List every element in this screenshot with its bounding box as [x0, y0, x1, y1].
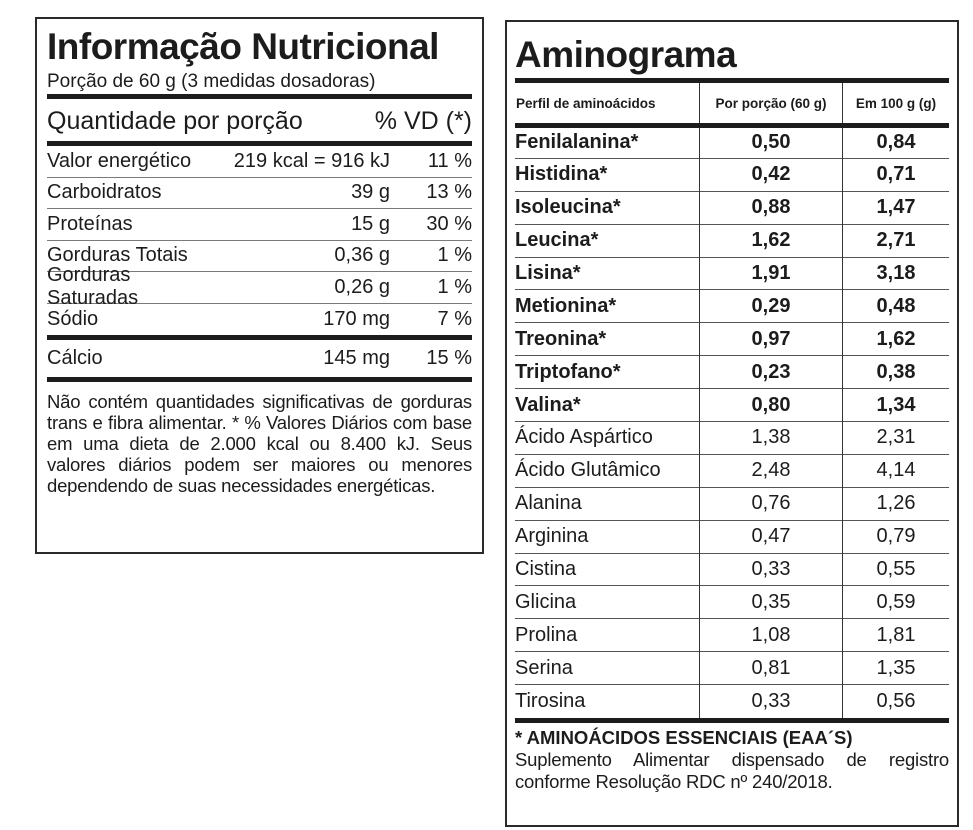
- aminogram-table: [515, 83, 949, 718]
- aminogram-footer: [515, 723, 949, 793]
- amino-portion-value: 0,47: [700, 520, 843, 553]
- nutrient-amount: 219 kcal = 916 kJ: [233, 149, 390, 172]
- per100-header: Em 100 g (g): [843, 83, 950, 126]
- amino-per100-value: 0,55: [843, 553, 950, 586]
- profile-header: Perfil de aminoácidos: [515, 83, 700, 126]
- amino-name: Arginina: [515, 520, 700, 553]
- nutrient-vd: 15 %: [426, 347, 472, 369]
- amino-per100-value: 1,81: [843, 619, 950, 652]
- amino-name: Histidina*: [515, 158, 700, 191]
- nutrient-amount: 15 g: [351, 212, 390, 235]
- amino-name: Cistina: [515, 553, 700, 586]
- amino-per100-value: 0,71: [843, 158, 950, 191]
- amino-row: [515, 323, 949, 356]
- amino-per100-value: 3,18: [843, 257, 950, 290]
- amino-per100-value: 1,47: [843, 191, 950, 224]
- amino-row: [515, 191, 949, 224]
- amino-row: [515, 520, 949, 553]
- nutrition-footnote: Não contém quantidades significativas de gorduras trans e fibra alimentar. * % Valores Diários com base em uma dieta de 2.000 kcal ou 8.400 kJ. Seus valores diários podem ser maiores ou menores dependendo de suas necessidades energéticas.: [47, 391, 472, 496]
- nutrient-vd: 30 %: [426, 212, 472, 235]
- amino-row: [515, 257, 949, 290]
- amino-row: [515, 586, 949, 619]
- amino-name: Serina: [515, 652, 700, 685]
- amino-per100-value: 4,14: [843, 454, 950, 487]
- vd-header: % VD (*): [374, 107, 472, 135]
- amino-row: [515, 389, 949, 422]
- amino-per100-value: 1,26: [843, 487, 950, 520]
- nutrient-vd: 7 %: [437, 307, 472, 330]
- amino-row: [515, 126, 949, 159]
- nutrient-label: Carboidratos: [47, 181, 162, 204]
- amino-per100-value: 1,62: [843, 323, 950, 356]
- amino-per100-value: 1,34: [843, 389, 950, 422]
- nutrient-amount: 39 g: [351, 181, 390, 204]
- nutrient-vd: 1 %: [437, 244, 472, 267]
- nutrient-vd: 13 %: [426, 181, 472, 204]
- amino-per100-value: 0,84: [843, 126, 950, 159]
- amino-name: Ácido Glutâmico: [515, 454, 700, 487]
- nutrition-row-calcium: [47, 340, 472, 377]
- amino-name: Metionina*: [515, 290, 700, 323]
- nutrition-facts-panel: [35, 17, 484, 554]
- amino-portion-value: 0,81: [700, 652, 843, 685]
- registration-note: Suplemento Alimentar dispensado de registro conforme Resolução RDC nº 240/2018.: [515, 748, 949, 792]
- nutrition-row-saturated-fat: [47, 264, 472, 310]
- nutrient-amount: 0,26 g: [334, 275, 390, 298]
- amino-per100-value: 0,79: [843, 520, 950, 553]
- nutrition-row-carbs: [47, 178, 472, 210]
- nutrient-label: Sódio: [47, 307, 99, 330]
- amino-name: Triptofano*: [515, 356, 700, 389]
- nutrient-amount: 0,36 g: [334, 244, 390, 267]
- amino-per100-value: 0,56: [843, 685, 950, 718]
- quantity-header: Quantidade por porção: [47, 107, 303, 135]
- amino-portion-value: 0,29: [700, 290, 843, 323]
- nutrient-label: Cálcio: [47, 347, 103, 369]
- amino-portion-value: 1,91: [700, 257, 843, 290]
- nutrition-title: Informação Nutricional: [47, 26, 439, 67]
- amino-portion-value: 0,97: [700, 323, 843, 356]
- amino-row: [515, 685, 949, 718]
- amino-name: Treonina*: [515, 323, 700, 356]
- amino-per100-value: 0,59: [843, 586, 950, 619]
- amino-row: [515, 487, 949, 520]
- amino-portion-value: 0,33: [700, 553, 843, 586]
- amino-row: [515, 224, 949, 257]
- amino-row: [515, 290, 949, 323]
- amino-name: Ácido Aspártico: [515, 422, 700, 455]
- amino-row: [515, 454, 949, 487]
- amino-portion-value: 0,33: [700, 685, 843, 718]
- amino-row: [515, 422, 949, 455]
- amino-per100-value: 0,38: [843, 356, 950, 389]
- aminogram-title: Aminograma: [515, 34, 737, 75]
- amino-portion-value: 1,38: [700, 422, 843, 455]
- nutrient-amount: 145 mg: [323, 347, 390, 369]
- aminogram-body: [515, 126, 949, 718]
- portion-header: Por porção (60 g): [700, 83, 843, 126]
- amino-name: Tirosina: [515, 685, 700, 718]
- nutrient-label: Gorduras Totais: [47, 244, 188, 267]
- amino-per100-value: 2,31: [843, 422, 950, 455]
- amino-portion-value: 2,48: [700, 454, 843, 487]
- nutrition-row-sodium: [47, 304, 472, 336]
- amino-name: Valina*: [515, 389, 700, 422]
- aminogram-header-row: [515, 83, 949, 126]
- amino-name: Fenilalanina*: [515, 131, 639, 154]
- amino-row: [515, 356, 949, 389]
- amino-portion-value: 1,08: [700, 619, 843, 652]
- amino-portion-value: 0,35: [700, 586, 843, 619]
- amino-portion-value: 0,76: [700, 487, 843, 520]
- amino-name: Glicina: [515, 586, 700, 619]
- amino-portion-value: 0,42: [700, 158, 843, 191]
- amino-name: Leucina*: [515, 224, 700, 257]
- amino-portion-value: 0,23: [700, 356, 843, 389]
- amino-name: Alanina: [515, 487, 700, 520]
- nutrient-label: Proteínas: [47, 212, 133, 235]
- amino-row: [515, 652, 949, 685]
- amino-per100-value: 1,35: [843, 652, 950, 685]
- aminogram-panel: [505, 20, 959, 827]
- nutrition-row-protein: [47, 209, 472, 241]
- nutrient-vd: 1 %: [437, 275, 472, 298]
- portion-size: Porção de 60 g (3 medidas dosadoras): [47, 71, 376, 92]
- amino-row: [515, 158, 949, 191]
- nutrient-amount: 170 mg: [323, 307, 390, 330]
- amino-name: Lisina*: [515, 257, 700, 290]
- nutrient-label: Valor energético: [47, 149, 192, 172]
- amino-per100-value: 0,48: [843, 290, 950, 323]
- amino-name: Isoleucina*: [515, 191, 700, 224]
- nutrition-header-row: [47, 99, 472, 141]
- amino-row: [515, 619, 949, 652]
- nutrition-rows: [47, 146, 472, 335]
- amino-portion-value: 0,50: [700, 126, 843, 159]
- amino-row: [515, 553, 949, 586]
- nutrient-vd: 11 %: [427, 149, 472, 172]
- amino-per100-value: 2,71: [843, 224, 950, 257]
- nutrient-label: Gorduras Saturadas: [47, 264, 139, 310]
- nutrition-row-energy: [47, 146, 472, 178]
- amino-portion-value: 0,80: [700, 389, 843, 422]
- essential-note: * AMINOÁCIDOS ESSENCIAIS (EAA´S): [515, 726, 853, 748]
- amino-portion-value: 0,88: [700, 191, 843, 224]
- amino-portion-value: 1,62: [700, 224, 843, 257]
- amino-name: Prolina: [515, 619, 700, 652]
